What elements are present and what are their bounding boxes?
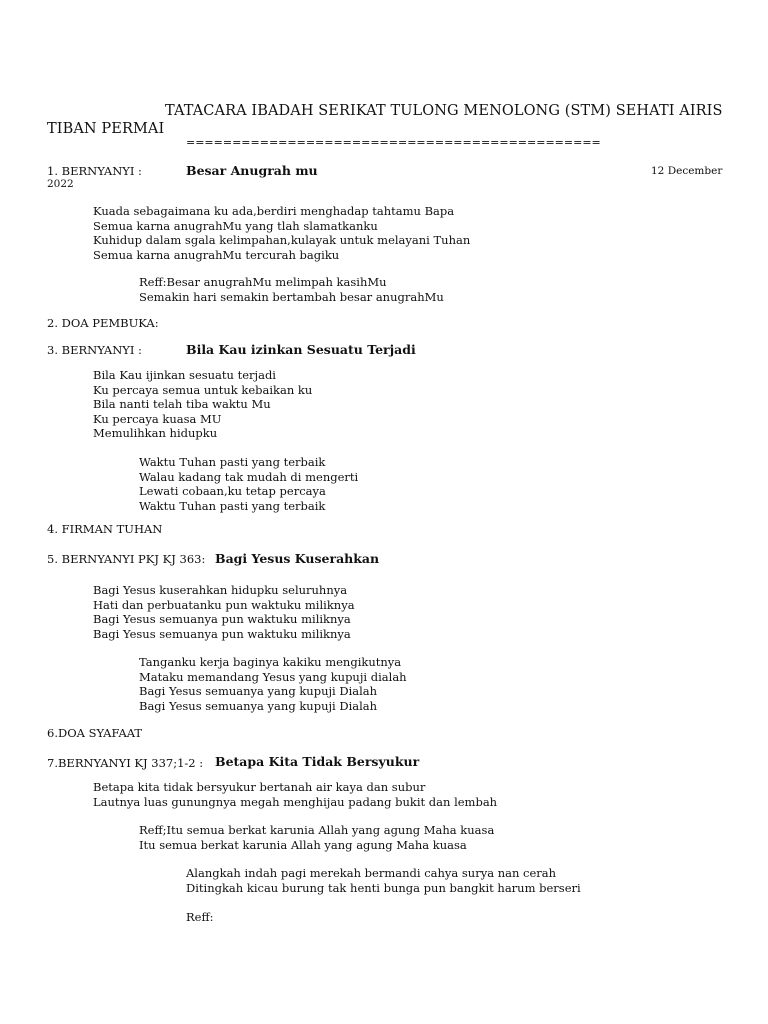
lyric-line: Bagi Yesus semuanya pun waktuku miliknya <box>93 626 351 641</box>
section-7-song-title: Betapa Kita Tidak Bersyukur <box>215 754 420 769</box>
lyric-line: Ku percaya kuasa MU <box>93 411 222 426</box>
section-7-verse-2 <box>186 866 581 895</box>
lyric-line: Betapa kita tidak bersyukur bertanah air kaya dan subur <box>93 780 426 794</box>
document-title-continuation: TIBAN PERMAI <box>47 121 165 137</box>
section-7-reff-marker: Reff: <box>186 910 214 924</box>
section-3-reff <box>139 455 358 513</box>
lyric-line: Lautnya luas gunungnya megah menghijau padang bukit dan lembah <box>93 794 498 809</box>
section-7-label: 7.BERNYANYI KJ 337;1-2 : <box>47 756 204 770</box>
lyric-line: Bagi Yesus semuanya yang kupuji Dialah <box>139 698 378 713</box>
lyric-line: Waktu Tuhan pasti yang terbaik <box>139 455 326 469</box>
section-1-verse <box>93 204 470 262</box>
lyric-line: Alangkah indah pagi merekah bermandi cahya surya nan cerah <box>186 866 557 880</box>
lyric-line: Bila Kau ijinkan sesuatu terjadi <box>93 368 276 382</box>
section-6-label: 6.DOA SYAFAAT <box>47 726 143 740</box>
lyric-line: Tanganku kerja baginya kakiku mengikutnya <box>139 655 402 669</box>
section-1-label: 1. BERNYANYI : <box>47 164 142 178</box>
section-3-verse <box>93 368 312 441</box>
lyric-line: Reff;Itu semua berkat karunia Allah yang agung Maha kuasa <box>139 823 495 837</box>
document-date-year: 2022 <box>47 178 74 190</box>
title-underline-rule: ============================================= <box>186 136 601 149</box>
section-7-reff <box>139 823 494 852</box>
lyric-line: Bagi Yesus kuserahkan hidupku seluruhnya <box>93 583 348 597</box>
section-5-verse-2 <box>139 655 407 713</box>
lyric-line: Ku percaya semua untuk kebaikan ku <box>93 382 313 397</box>
section-5-song-title: Bagi Yesus Kuserahkan <box>215 551 380 566</box>
lyric-line: Bila nanti telah tiba waktu Mu <box>93 397 271 411</box>
lyric-line: Kuhidup dalam sgala kelimpahan,kulayak untuk melayani Tuhan <box>93 233 471 247</box>
lyric-line: Semakin hari semakin bertambah besar anugrahMu <box>139 289 444 304</box>
section-2-label: 2. DOA PEMBUKA: <box>47 316 159 330</box>
section-3-song-title: Bila Kau izinkan Sesuatu Terjadi <box>186 342 416 357</box>
section-5-label: 5. BERNYANYI PKJ KJ 363: <box>47 552 206 566</box>
lyric-line: Walau kadang tak mudah di mengerti <box>139 469 359 484</box>
lyric-line: Reff:Besar anugrahMu melimpah kasihMu <box>139 275 387 289</box>
document-title: TATACARA IBADAH SERIKAT TULONG MENOLONG (STM) SEHATI AIRIS <box>165 103 723 119</box>
lyric-line: Ditingkah kicau burung tak henti bunga pun bangkit harum berseri <box>186 880 581 895</box>
lyric-line: Memulihkan hidupku <box>93 426 218 440</box>
lyric-line: Waktu Tuhan pasti yang terbaik <box>139 498 326 513</box>
lyric-line: Semua karna anugrahMu tercurah bagiku <box>93 247 340 262</box>
lyric-line: Lewati cobaan,ku tetap percaya <box>139 484 326 498</box>
section-7-verse <box>93 780 497 809</box>
lyric-line: Bagi Yesus semuanya pun waktuku miliknya <box>93 612 351 626</box>
lyric-line: Mataku memandang Yesus yang kupuji dialah <box>139 669 407 684</box>
lyric-line: Hati dan perbuatanku pun waktuku miliknya <box>93 597 355 612</box>
lyric-line: Kuada sebagaimana ku ada,berdiri menghadap tahtamu Bapa <box>93 204 455 218</box>
section-4-label: 4. FIRMAN TUHAN <box>47 522 163 536</box>
document-date: 12 December <box>651 165 723 177</box>
lyric-line: Semua karna anugrahMu yang tlah slamatkanku <box>93 218 378 233</box>
section-1-reff <box>139 275 444 304</box>
section-3-label: 3. BERNYANYI : <box>47 343 142 357</box>
section-1-song-title: Besar Anugrah mu <box>186 163 318 178</box>
section-5-verse <box>93 583 355 641</box>
lyric-line: Bagi Yesus semuanya yang kupuji Dialah <box>139 684 378 698</box>
lyric-line: Itu semua berkat karunia Allah yang agung Maha kuasa <box>139 837 467 852</box>
